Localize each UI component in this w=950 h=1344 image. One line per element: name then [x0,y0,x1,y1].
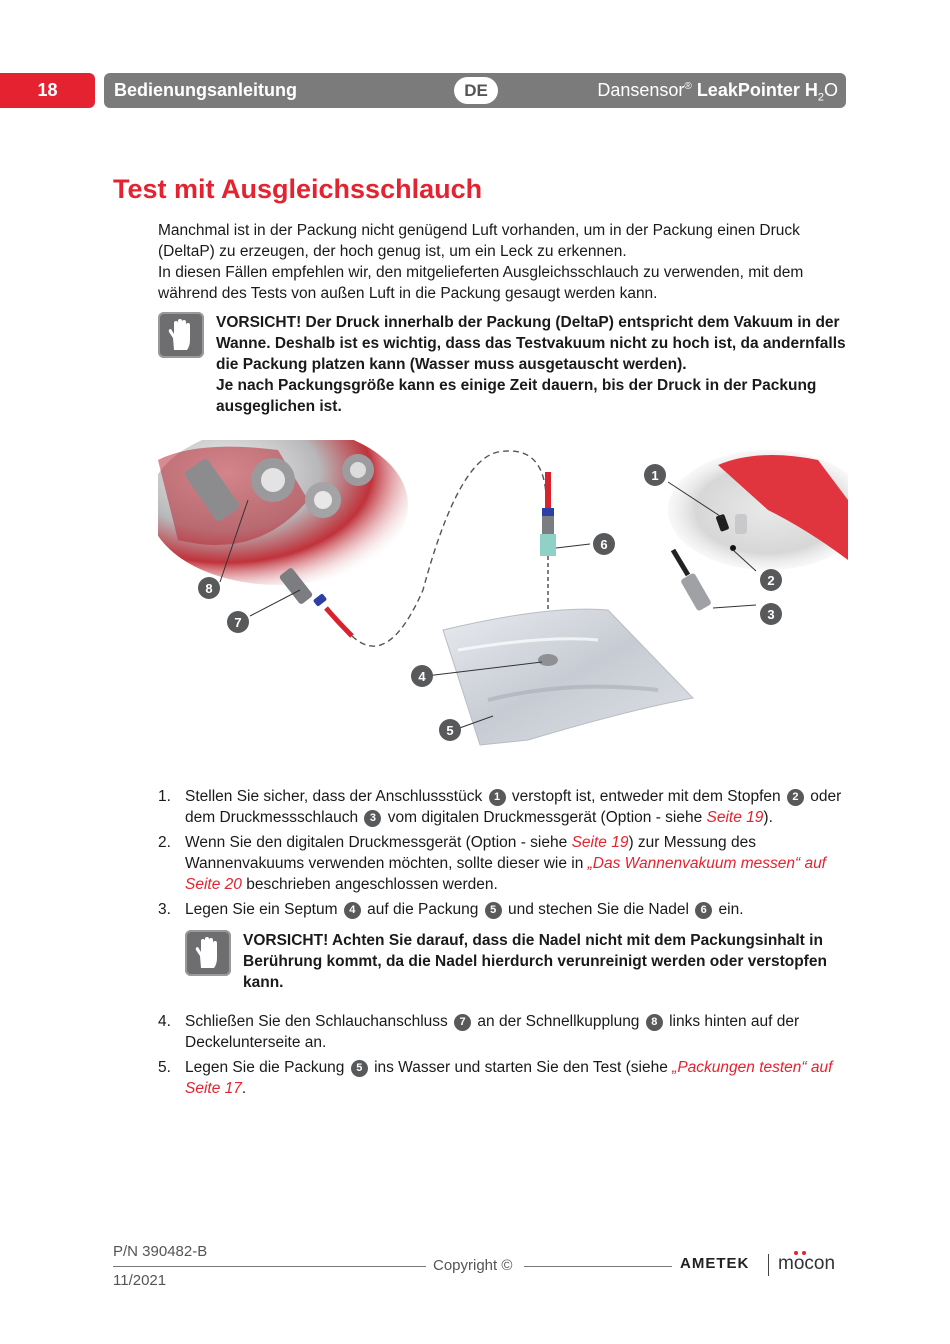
step-number: 4. [158,1013,171,1030]
intro-text [158,220,848,304]
section-link[interactable]: „Packungen testen“ auf Seite 17 [185,1059,833,1097]
step-text-part: Legen Sie die Packung [185,1059,345,1076]
step-number: 5. [158,1059,171,1076]
callout-8 [198,577,220,599]
step-text [185,899,848,920]
footer-divider [113,1266,426,1267]
product-name [597,80,838,104]
step-text [185,1057,848,1099]
callout-badge: 7 [454,1014,471,1031]
step-text-part: ein. [718,901,744,918]
step-4 [158,1011,848,1053]
step-text-part: Stellen Sie sicher, dass der Anschlussstück [185,788,483,805]
step-1 [158,786,848,828]
step-text-part: . [241,1080,247,1097]
svg-text:2: 2 [767,573,775,588]
step-text-part: und stechen Sie die Nadel [507,901,689,918]
step-text-part: Wenn Sie den digitalen Druckmessgerät (Option - siehe [185,834,568,851]
package-bag [443,609,693,745]
product-sub: 2 [817,91,824,104]
lid-underside-image [158,440,408,585]
intro-paragraph-1: Manchmal ist in der Packung nicht genügend Luft vorhanden, um in der Packung einen Druck (DeltaP) zu erzeugen, der hoch genug ist, um ein Leck zu erkennen. [158,222,800,260]
publication-date: 11/2021 [113,1272,167,1289]
caution-1-line-1: VORSICHT! Der Druck innerhalb der Packung (DeltaP) entspricht dem Vakuum in der Wanne. Deshalb ist es wichtig, dass das Testvakuum nicht zu hoch ist, da andernfalls die Packung platzen kann (Wasser muss ausgetauscht werden). [216,314,846,373]
mocon-logo: mocon [778,1253,836,1274]
step-text-part: Legen Sie ein Septum [185,901,338,918]
steps-list-a [158,786,848,924]
step-text-part: auf die Packung [367,901,479,918]
header-title: Bedienungsanleitung [114,80,298,100]
step-5 [158,1057,848,1099]
caution-box-1 [158,312,848,417]
step-number: 2. [158,834,171,851]
caution-box-2 [185,930,845,993]
language-badge: DE [454,77,498,104]
caution-hand-icon [185,930,231,976]
page-link[interactable]: Seite 19 [706,809,764,826]
step-text-part: oder dem Druckmessschlauch [185,788,842,826]
step-text-part: ins Wasser und starten Sie den Test (siehe [374,1059,668,1076]
svg-text:3: 3 [767,607,775,622]
part-number: P/N 390482-B [113,1243,208,1260]
callout-badge: 6 [695,902,712,919]
logo-separator [768,1254,769,1276]
product-model: LeakPointer H [696,80,818,100]
callout-4 [411,665,433,687]
callout-badge: 5 [485,902,502,919]
callout-6 [593,533,615,555]
callout-badge: 2 [787,789,804,806]
svg-text:6: 6 [600,537,608,552]
product-reg: ® [684,81,692,92]
product-tail: O [823,80,838,100]
section-title: Test mit Ausgleichsschlauch [113,174,483,204]
callout-badge: 8 [646,1014,663,1031]
step-text-part: Schließen Sie den Schlauchanschluss [185,1013,448,1030]
callout-badge: 1 [489,789,506,806]
caution-1-line-2: Je nach Packungsgröße kann es einige Zeit dauern, bis der Druck in der Packung ausgeglichen ist. [216,377,817,415]
page-link[interactable]: Seite 19 [571,834,629,851]
step-text-part: links hinten auf der Deckelunterseite an. [185,1013,800,1051]
step-text [185,832,848,895]
callout-2 [760,569,782,591]
footer-divider [524,1266,672,1267]
section-link[interactable]: „Das Wannenvakuum messen“ auf Seite 20 [185,855,826,893]
svg-text:1: 1 [651,468,659,483]
tank-connector-image [668,450,848,612]
step-number: 1. [158,788,171,805]
step-text-part: ) zur Messung des Wannenvakuums verwenden möchten, sollte dieser wie in [185,834,756,872]
product-brand: Dansensor [597,80,685,100]
setup-illustration [158,440,848,770]
svg-text:8: 8 [205,581,213,596]
copyright: Copyright © [433,1257,513,1274]
ametek-logo: AMETEK [680,1255,750,1272]
callout-7 [227,611,249,633]
step-text-part: beschrieben angeschlossen werden. [246,876,498,893]
page-number: 18 [0,73,95,108]
svg-text:5: 5 [446,723,454,738]
caution-hand-icon [158,312,204,358]
caution-text-2: VORSICHT! Achten Sie darauf, dass die Nadel nicht mit dem Packungsinhalt in Berührung kommt, da die Nadel hierdurch verunreinigt werden oder verstopfen kann. [243,932,827,991]
callout-3 [760,603,782,625]
step-text-part: verstopft ist, entweder mit dem Stopfen [511,788,781,805]
callout-5 [439,719,461,741]
intro-paragraph-2: In diesen Fällen empfehlen wir, den mitgelieferten Ausgleichsschlauch zu verwenden, mit dem während des Tests von außen Luft in die Packung gesaugt werden kann. [158,264,804,302]
callout-badge: 5 [351,1060,368,1077]
step-number: 3. [158,901,171,918]
callout-badge: 4 [344,902,361,919]
callout-1 [644,464,666,486]
header-bar [104,73,846,108]
step-text [185,786,848,828]
step-2 [158,832,848,895]
step-text-part: ). [763,809,773,826]
step-text-part: an der Schnellkupplung [477,1013,640,1030]
steps-list-b [158,1011,848,1103]
step-3 [158,899,848,920]
svg-text:4: 4 [418,669,426,684]
step-text [185,1011,848,1053]
callout-badge: 3 [364,810,381,827]
caution-text-1 [216,312,848,417]
svg-text:7: 7 [234,615,242,630]
step-text-part: vom digitalen Druckmessgerät (Option - siehe [387,809,703,826]
